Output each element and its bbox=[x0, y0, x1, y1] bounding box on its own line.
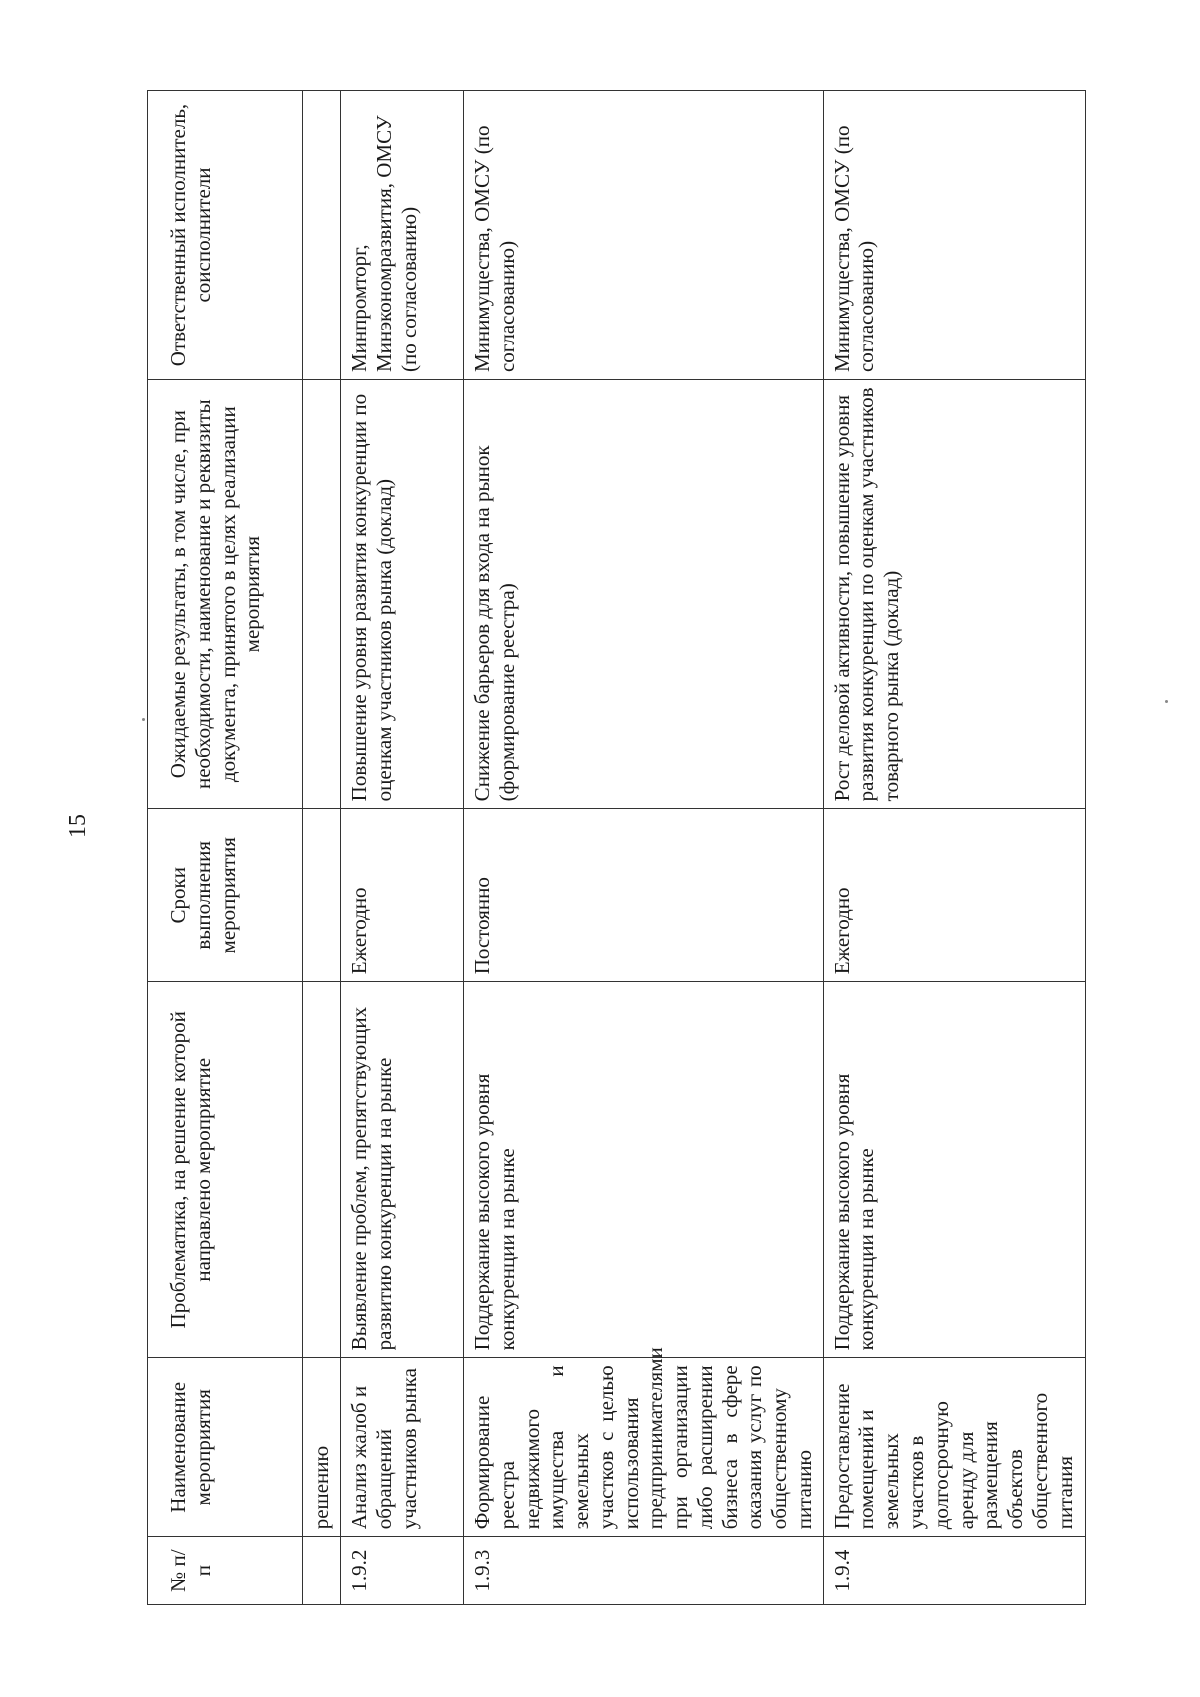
header-problem: Проблематика, на решение которой направлено мероприятие bbox=[148, 982, 303, 1358]
cell-result: Снижение барьеров для входа на рынок (формирование реестра) bbox=[464, 380, 824, 809]
cell-name: Анализ жалоб и обращений участников рынка bbox=[341, 1358, 464, 1537]
cell-term: Постоянно bbox=[464, 809, 824, 982]
table-row bbox=[823, 91, 1085, 1605]
cell-problem bbox=[303, 982, 341, 1358]
cell-problem: Выявление проблем, препятствующих развитию конкуренции на рынке bbox=[341, 982, 464, 1358]
cell-responsible: Минпромторг, Минэкономразвития, ОМСУ (по согласованию) bbox=[341, 91, 464, 380]
header-name: Наименование мероприятия bbox=[148, 1358, 303, 1537]
cell-name: решению bbox=[303, 1358, 341, 1537]
table-row bbox=[341, 91, 464, 1605]
cell-problem: Поддержание высокого уровня конкуренции на рынке bbox=[823, 982, 1085, 1358]
measures-table-rotated bbox=[147, 90, 1077, 1605]
scan-speck bbox=[1165, 700, 1168, 703]
cell-result: Повышение уровня развития конкуренции по оценкам участников рынка (доклад) bbox=[341, 380, 464, 809]
table-row-continuation bbox=[303, 91, 341, 1605]
table-row bbox=[464, 91, 824, 1605]
cell-responsible: Минимущества, ОМСУ (по согласованию) bbox=[464, 91, 824, 380]
table-header-row bbox=[148, 91, 303, 1605]
cell-num bbox=[303, 1537, 341, 1605]
cell-name: Предоставление помещений и земельных участков в долгосрочную аренду для размещения объектов общественного питания bbox=[823, 1358, 1085, 1537]
cell-num: 1.9.3 bbox=[464, 1537, 824, 1605]
cell-num: 1.9.4 bbox=[823, 1537, 1085, 1605]
scan-speck bbox=[142, 718, 145, 721]
cell-responsible bbox=[303, 91, 341, 380]
cell-name: Формирование реестра недвижимого имущества и земельных участков с целью использования предпринимателями при организации либо расширении бизнеса в сфере оказания услуг по общественному питанию bbox=[464, 1358, 824, 1537]
cell-term: Ежегодно bbox=[823, 809, 1085, 982]
header-num: № п/п bbox=[148, 1537, 303, 1605]
cell-problem: Поддержание высокого уровня конкуренции на рынке bbox=[464, 982, 824, 1358]
cell-result bbox=[303, 380, 341, 809]
page-number: 15 bbox=[64, 814, 91, 838]
measures-table bbox=[147, 90, 1086, 1605]
cell-num: 1.9.2 bbox=[341, 1537, 464, 1605]
cell-result: Рост деловой активности, повышение уровня развития конкуренции по оценкам участников товарного рынка (доклад) bbox=[823, 380, 1085, 809]
header-result: Ожидаемые результаты, в том числе, при необходимости, наименование и реквизиты документа, принятого в целях реализации мероприятия bbox=[148, 380, 303, 809]
header-term: Сроки выполнения мероприятия bbox=[148, 809, 303, 982]
cell-responsible: Минимущества, ОМСУ (по согласованию) bbox=[823, 91, 1085, 380]
cell-term bbox=[303, 809, 341, 982]
cell-term: Ежегодно bbox=[341, 809, 464, 982]
header-responsible: Ответственный исполнитель, соисполнители bbox=[148, 91, 303, 380]
